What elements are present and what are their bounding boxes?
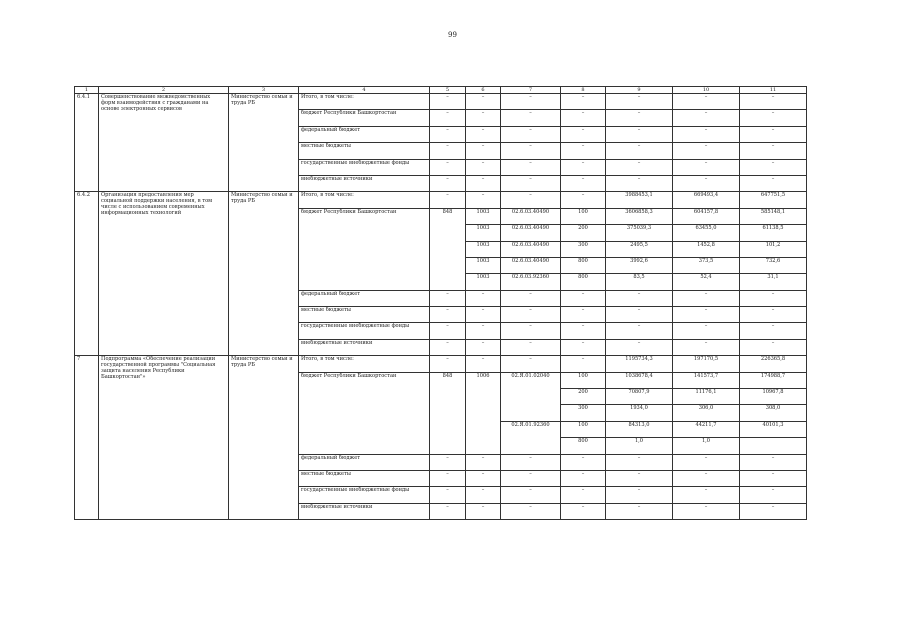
- cell: –: [430, 339, 466, 355]
- cell: 1003: [466, 274, 501, 290]
- cell: –: [606, 339, 673, 355]
- table-row: [75, 356, 807, 372]
- source-label: федеральный бюджет: [299, 290, 430, 306]
- cell: –: [740, 503, 807, 519]
- cell: 375039,3: [606, 225, 673, 241]
- cell: 373,5: [673, 257, 740, 273]
- header-cell: 6: [466, 87, 501, 94]
- cell: –: [466, 487, 501, 503]
- header-cell: 1: [75, 87, 99, 94]
- source-label: государственные внебюджетные фонды: [299, 323, 430, 339]
- cell: 647751,5: [740, 192, 807, 208]
- cell: 1003: [466, 241, 501, 257]
- cell: –: [466, 454, 501, 470]
- cell: –: [561, 323, 606, 339]
- cell: –: [561, 94, 606, 110]
- cell: –: [466, 94, 501, 110]
- cell: 1003: [466, 225, 501, 241]
- cell: 84313,0: [606, 421, 673, 437]
- cell: –: [740, 110, 807, 126]
- cell: –: [501, 126, 561, 142]
- cell: –: [501, 307, 561, 323]
- cell: –: [430, 175, 466, 191]
- cell: –: [501, 143, 561, 159]
- source-label: Итого, в том числе:: [299, 356, 430, 372]
- cell: 1003: [466, 208, 501, 224]
- row-executor: Министерство семьи и труда РБ: [229, 192, 299, 356]
- cell: 800: [561, 274, 606, 290]
- cell-grbs: 848: [430, 372, 466, 454]
- cell: –: [673, 470, 740, 486]
- cell: 1003: [466, 257, 501, 273]
- row-name: Совершенствование межведомственных форм взаимодействия с гражданами на основе электронных сервисов: [99, 94, 229, 192]
- source-label: государственные внебюджетные фонды: [299, 159, 430, 175]
- source-label: государственные внебюджетные фонды: [299, 487, 430, 503]
- header-cell: 9: [606, 87, 673, 94]
- cell: –: [561, 470, 606, 486]
- cell: 02.Я.01.02040: [501, 372, 561, 421]
- cell: –: [501, 192, 561, 208]
- cell: –: [561, 290, 606, 306]
- cell: 732,6: [740, 257, 807, 273]
- cell: 83,5: [606, 274, 673, 290]
- row-executor: Министерство семьи и труда РБ: [229, 94, 299, 192]
- cell: 1934,0: [606, 405, 673, 421]
- cell: 02.6.03.40490: [501, 257, 561, 273]
- cell: –: [673, 175, 740, 191]
- cell: –: [561, 192, 606, 208]
- cell: –: [673, 487, 740, 503]
- source-label: Итого, в том числе:: [299, 192, 430, 208]
- cell: –: [430, 110, 466, 126]
- cell: –: [606, 454, 673, 470]
- cell: –: [606, 307, 673, 323]
- cell: 2495,5: [606, 241, 673, 257]
- cell: –: [430, 487, 466, 503]
- cell: –: [606, 175, 673, 191]
- cell: –: [430, 307, 466, 323]
- cell: –: [561, 487, 606, 503]
- cell: –: [740, 339, 807, 355]
- cell: –: [430, 126, 466, 142]
- cell: –: [673, 454, 740, 470]
- cell: –: [466, 503, 501, 519]
- cell: –: [430, 159, 466, 175]
- cell: 02.Я.01.92360: [501, 421, 561, 454]
- cell: –: [430, 143, 466, 159]
- cell: 10967,8: [740, 389, 807, 405]
- source-label: бюджет Республики Башкортостан: [299, 110, 430, 126]
- cell: 300: [561, 241, 606, 257]
- cell: –: [466, 175, 501, 191]
- cell: 585148,1: [740, 208, 807, 224]
- cell: –: [466, 126, 501, 142]
- cell: –: [430, 290, 466, 306]
- cell: 800: [561, 438, 606, 454]
- cell: –: [561, 159, 606, 175]
- cell: –: [430, 454, 466, 470]
- source-label: местные бюджеты: [299, 143, 430, 159]
- cell: –: [561, 339, 606, 355]
- cell: –: [740, 143, 807, 159]
- cell: –: [430, 94, 466, 110]
- cell: 306,0: [673, 405, 740, 421]
- cell: 1,0: [673, 438, 740, 454]
- cell: –: [430, 323, 466, 339]
- cell: –: [673, 290, 740, 306]
- cell: –: [606, 94, 673, 110]
- source-label: внебюджетные источники: [299, 339, 430, 355]
- cell: 02.6.03.40490: [501, 241, 561, 257]
- cell: –: [606, 470, 673, 486]
- cell: –: [501, 323, 561, 339]
- cell: 11176,1: [673, 389, 740, 405]
- cell: –: [740, 290, 807, 306]
- cell: 226365,8: [740, 356, 807, 372]
- cell: 3606858,3: [606, 208, 673, 224]
- header-cell: 2: [99, 87, 229, 94]
- header-row: [75, 87, 807, 94]
- cell: –: [466, 143, 501, 159]
- cell: –: [740, 159, 807, 175]
- cell: –: [606, 159, 673, 175]
- header-cell: 4: [299, 87, 430, 94]
- cell: 100: [561, 372, 606, 388]
- cell: –: [740, 307, 807, 323]
- cell: –: [466, 159, 501, 175]
- cell: 300: [561, 405, 606, 421]
- cell: –: [430, 192, 466, 208]
- cell: 70807,9: [606, 389, 673, 405]
- cell: –: [466, 110, 501, 126]
- cell: –: [606, 126, 673, 142]
- cell: –: [673, 143, 740, 159]
- cell: –: [673, 323, 740, 339]
- cell: –: [501, 159, 561, 175]
- cell: –: [430, 470, 466, 486]
- cell: 200: [561, 225, 606, 241]
- cell: –: [466, 356, 501, 372]
- header-cell: 3: [229, 87, 299, 94]
- row-code: 6.4.1: [75, 94, 99, 192]
- cell: –: [673, 94, 740, 110]
- cell: –: [606, 323, 673, 339]
- cell: –: [466, 339, 501, 355]
- cell: –: [561, 110, 606, 126]
- cell: –: [740, 470, 807, 486]
- cell: 308,0: [740, 405, 807, 421]
- cell: –: [466, 323, 501, 339]
- source-label: бюджет Республики Башкортостан: [299, 372, 430, 454]
- cell: –: [501, 290, 561, 306]
- cell: 197170,5: [673, 356, 740, 372]
- cell: –: [673, 159, 740, 175]
- cell: –: [501, 470, 561, 486]
- row-name: Организация предоставления мер социальной поддержки населения, в том числе с использованием современных информационных технологий: [99, 192, 229, 356]
- cell: –: [561, 126, 606, 142]
- cell: –: [740, 126, 807, 142]
- header-cell: 8: [561, 87, 606, 94]
- cell: 3992,6: [606, 257, 673, 273]
- row-executor: Министерство семьи и труда РБ: [229, 356, 299, 520]
- row-code: 7: [75, 356, 99, 520]
- header-cell: 7: [501, 87, 561, 94]
- cell: –: [561, 503, 606, 519]
- cell: 141573,7: [673, 372, 740, 388]
- cell: –: [501, 110, 561, 126]
- row-name: Подпрограмма «Обеспечение реализации государственной программы "Социальная защита населения Республики Башкортостан"»: [99, 356, 229, 520]
- source-label: внебюджетные источники: [299, 503, 430, 519]
- cell: –: [501, 94, 561, 110]
- header-cell: 5: [430, 87, 466, 94]
- cell: –: [561, 175, 606, 191]
- cell: –: [466, 307, 501, 323]
- cell: –: [740, 454, 807, 470]
- cell: –: [466, 192, 501, 208]
- cell: –: [673, 110, 740, 126]
- cell: –: [501, 487, 561, 503]
- cell: 1038678,4: [606, 372, 673, 388]
- cell: 1452,8: [673, 241, 740, 257]
- cell: 100: [561, 421, 606, 437]
- cell: 604157,8: [673, 208, 740, 224]
- cell-rzpr: 1006: [466, 372, 501, 454]
- cell: 52,4: [673, 274, 740, 290]
- cell: –: [673, 126, 740, 142]
- cell: –: [673, 339, 740, 355]
- cell: –: [740, 487, 807, 503]
- cell: –: [606, 110, 673, 126]
- cell: –: [501, 175, 561, 191]
- cell: 1195734,3: [606, 356, 673, 372]
- table-row: [75, 94, 807, 110]
- cell: –: [501, 503, 561, 519]
- source-label: местные бюджеты: [299, 470, 430, 486]
- header-cell: 11: [740, 87, 807, 94]
- cell: –: [740, 323, 807, 339]
- cell: 100: [561, 208, 606, 224]
- table-row: [75, 192, 807, 208]
- cell: [740, 438, 807, 454]
- cell: –: [606, 290, 673, 306]
- cell: 200: [561, 389, 606, 405]
- source-label: федеральный бюджет: [299, 454, 430, 470]
- cell: 174988,7: [740, 372, 807, 388]
- page-number: 99: [448, 31, 457, 39]
- cell: 61138,5: [740, 225, 807, 241]
- cell: –: [466, 290, 501, 306]
- cell: 800: [561, 257, 606, 273]
- cell: –: [561, 454, 606, 470]
- header-cell: 10: [673, 87, 740, 94]
- cell: 3988453,1: [606, 192, 673, 208]
- cell: –: [561, 143, 606, 159]
- cell: 101,2: [740, 241, 807, 257]
- cell: –: [606, 487, 673, 503]
- row-code: 6.4.2: [75, 192, 99, 356]
- cell: –: [501, 339, 561, 355]
- cell: 02.6.03.40490: [501, 225, 561, 241]
- cell: –: [673, 307, 740, 323]
- source-label: бюджет Республики Башкортостан: [299, 208, 430, 290]
- cell: 1,0: [606, 438, 673, 454]
- cell: –: [430, 503, 466, 519]
- cell: –: [561, 307, 606, 323]
- cell: –: [466, 470, 501, 486]
- cell: 44211,7: [673, 421, 740, 437]
- cell: 40101,3: [740, 421, 807, 437]
- cell: 669493,4: [673, 192, 740, 208]
- cell: 63455,0: [673, 225, 740, 241]
- cell: 02.6.03.92360: [501, 274, 561, 290]
- cell: –: [606, 143, 673, 159]
- cell: –: [561, 356, 606, 372]
- cell: –: [740, 175, 807, 191]
- source-label: федеральный бюджет: [299, 126, 430, 142]
- cell: –: [430, 356, 466, 372]
- cell: –: [606, 503, 673, 519]
- cell: –: [501, 356, 561, 372]
- source-label: местные бюджеты: [299, 307, 430, 323]
- cell: 02.6.03.40490: [501, 208, 561, 224]
- cell: –: [501, 454, 561, 470]
- cell: –: [673, 503, 740, 519]
- source-label: Итого, в том числе:: [299, 94, 430, 110]
- budget-table: [74, 86, 807, 520]
- source-label: внебюджетные источники: [299, 175, 430, 191]
- cell-grbs: 848: [430, 208, 466, 290]
- cell: 31,1: [740, 274, 807, 290]
- cell: –: [740, 94, 807, 110]
